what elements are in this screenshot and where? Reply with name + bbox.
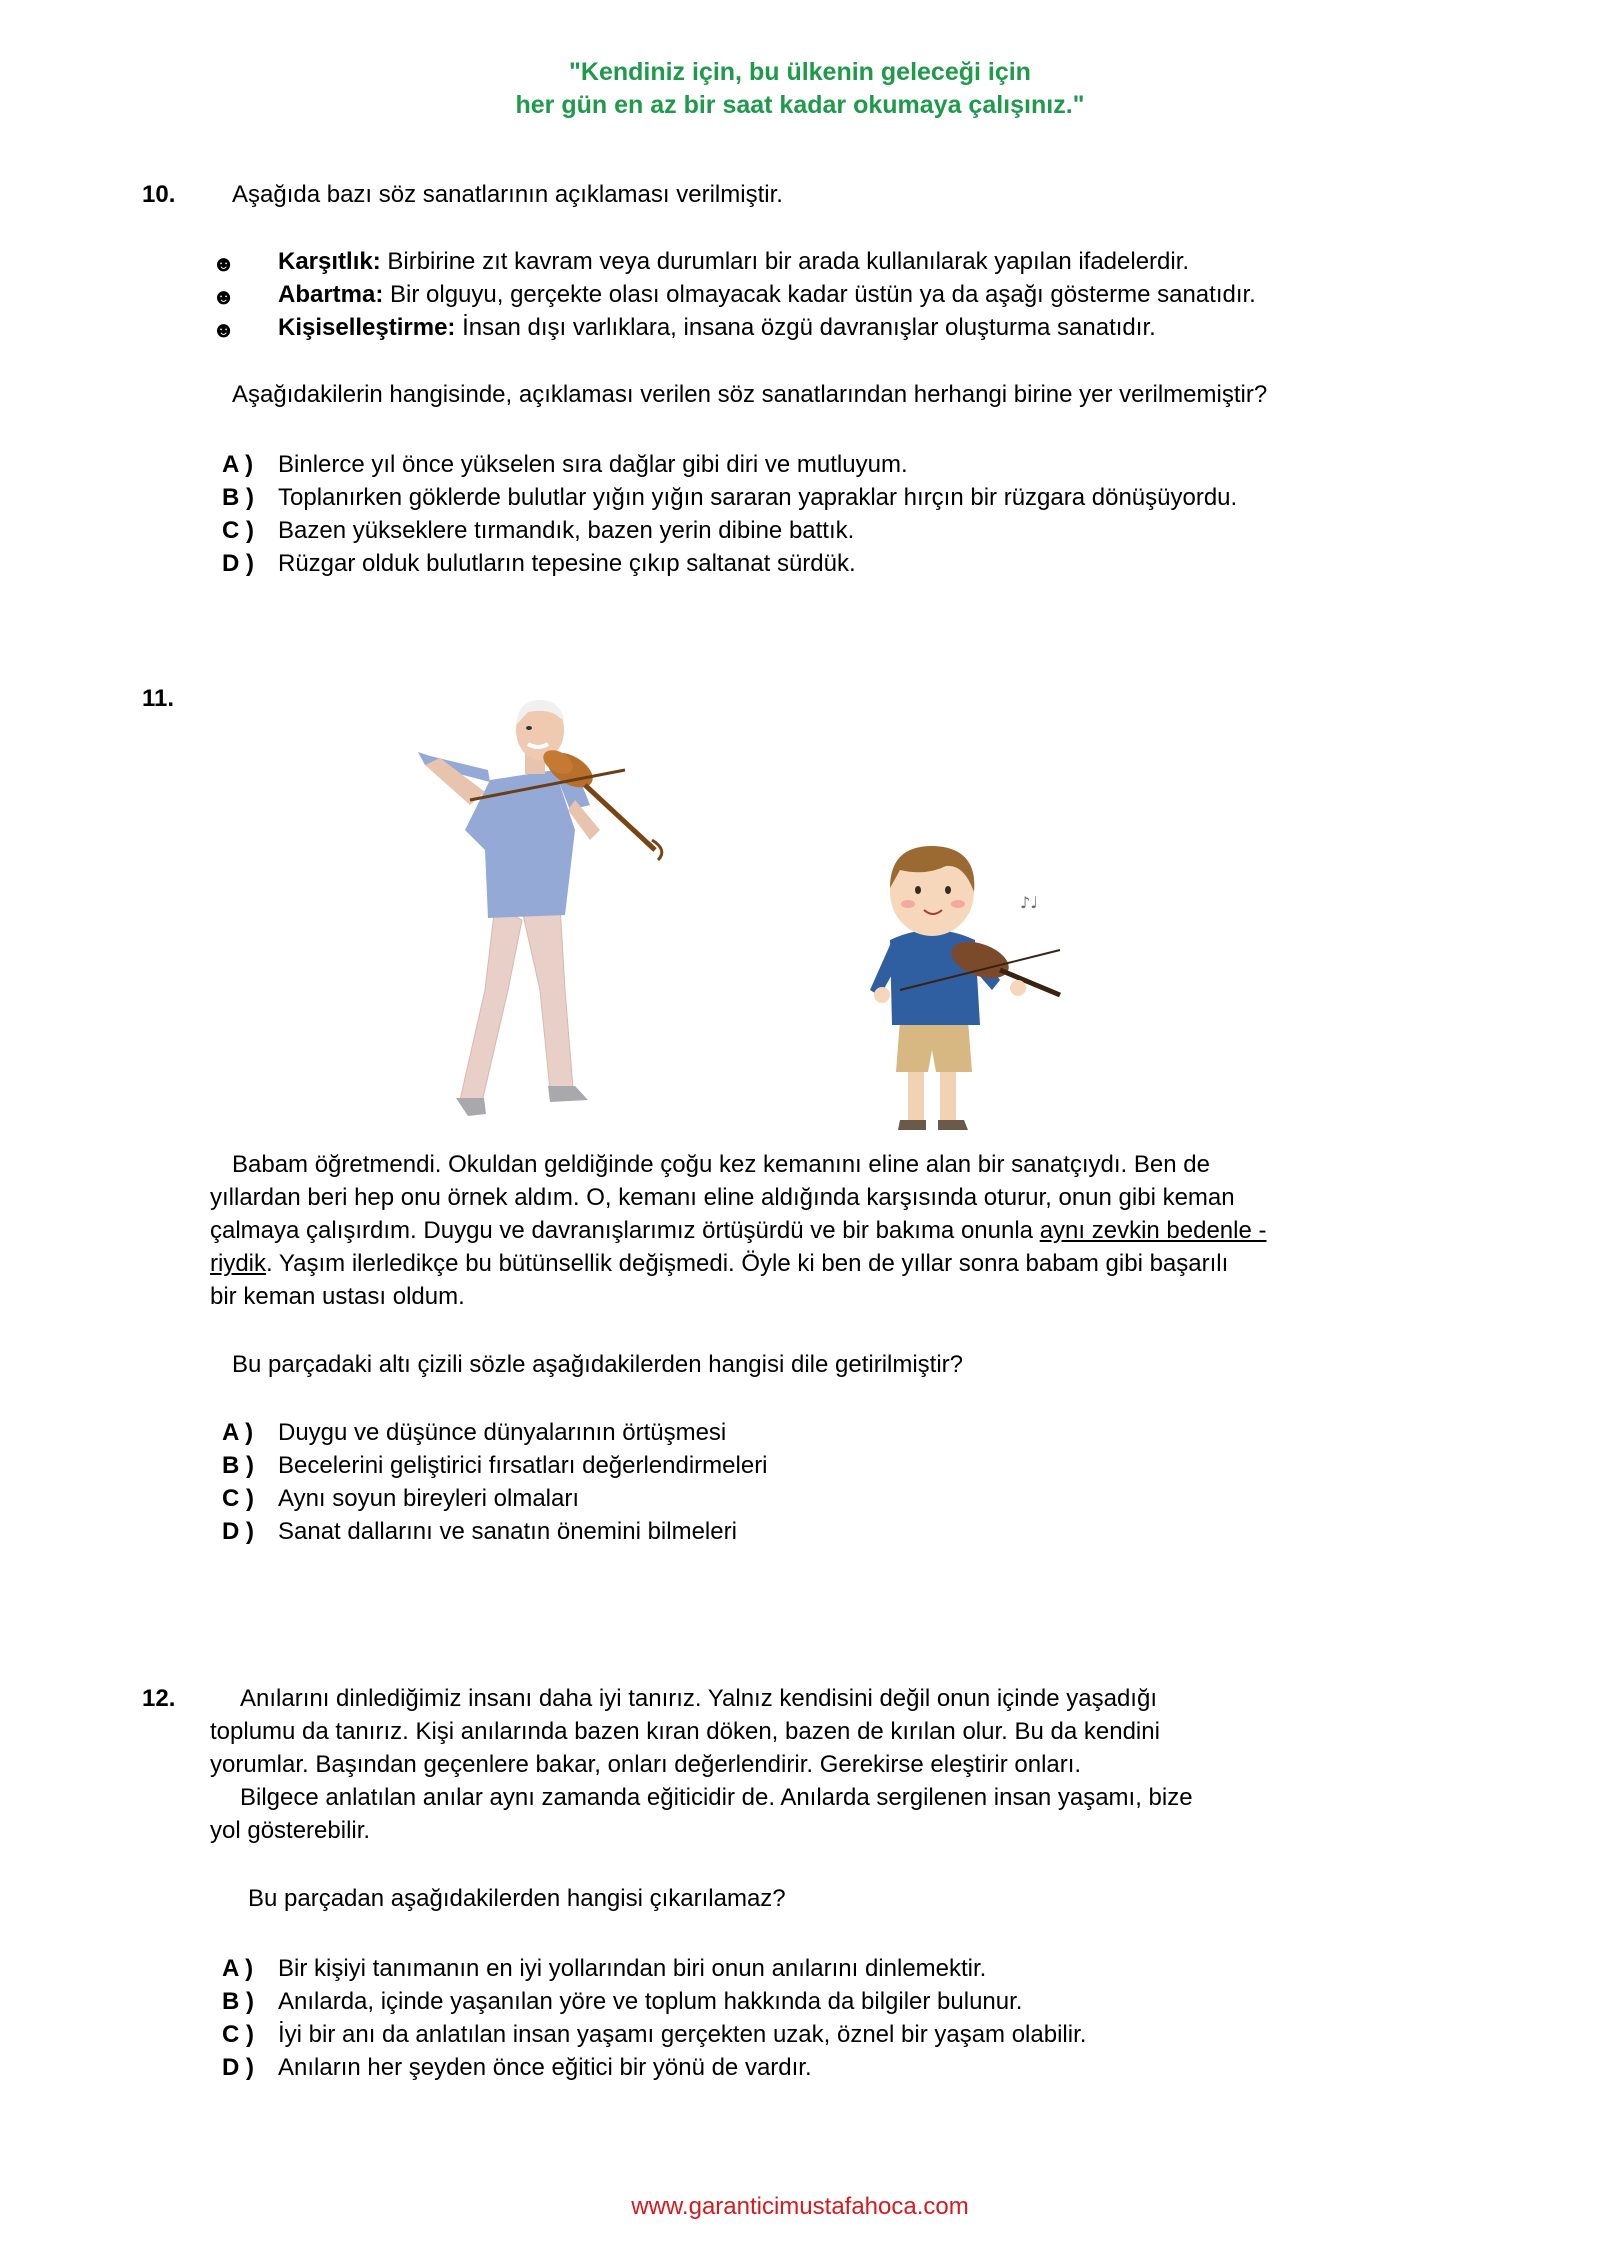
q11-passage-line-3 [210, 1214, 1267, 1247]
option-b-text: Becelerini geliştirici fırsatları değerlendirmeleri [278, 1452, 768, 1479]
option-c-label[interactable]: C ) [222, 2021, 254, 2048]
bullet-term: Kişiselleştirme: [278, 314, 456, 341]
option-a-text: Bir kişiyi tanımanın en iyi yollarından biri onun anılarını dinlemektir. [278, 1955, 987, 1982]
option-d-label[interactable]: D ) [222, 550, 254, 577]
bullet-abartma [278, 278, 1256, 311]
underlined-phrase-part-1: aynı zevkin bedenle - [1039, 1217, 1267, 1244]
footer-website-link[interactable]: www.garanticimustafahoca.com [631, 2193, 969, 2220]
header-quote-line-1: "Kendiniz için, bu ülkenin geleceği için [569, 58, 1031, 86]
option-a-label[interactable]: A ) [222, 1955, 254, 1982]
bullet-text: İnsan dışı varlıklara, insana özgü davranışlar oluşturma sanatıdır. [455, 314, 1156, 341]
q12-passage-line-1: Anılarını dinlediğimiz insanı daha iyi tanırız. Yalnız kendisini değil onun içinde yaşadığı [240, 1685, 1157, 1712]
option-c-text: Bazen yükseklere tırmandık, bazen yerin dibine battık. [278, 517, 855, 544]
q11-passage-line-2: yıllardan beri hep onu örnek aldım. O, kemanı eline aldığında karşısında oturur, onun gibi keman [210, 1184, 1235, 1211]
bullet-term: Abartma: [278, 281, 384, 308]
passage-text: . Yaşım ilerledikçe bu bütünsellik değişmedi. Öyle ki ben de yıllar sonra babam gibi başarılı [266, 1250, 1229, 1277]
q12-passage-line-3: yorumlar. Başından geçenlere bakar, onları değerlendirir. Gerekirse eleştirir onları. [210, 1751, 1082, 1778]
question-12-stem: Bu parçadan aşağıdakilerden hangisi çıkarılamaz? [248, 1885, 786, 1912]
underlined-phrase-part-2: riydik [210, 1250, 267, 1277]
option-b-label[interactable]: B ) [222, 1988, 254, 2015]
svg-text:♪♩: ♪♩ [1020, 893, 1038, 912]
question-11-stem: Bu parçadaki altı çizili sözle aşağıdakilerden hangisi dile getirilmiştir? [232, 1351, 964, 1378]
option-a-label[interactable]: A ) [222, 1419, 254, 1446]
bullet-kisisellestirme [278, 311, 1156, 344]
option-d-label[interactable]: D ) [222, 1518, 254, 1545]
option-d-label[interactable]: D ) [222, 2054, 254, 2081]
q12-passage-line-4: Bilgece anlatılan anılar aynı zamanda eğiticidir de. Anılarda sergilenen insan yaşamı, bize [240, 1784, 1193, 1811]
option-b-text: Anılarda, içinde yaşanılan yöre ve toplum hakkında da bilgiler bulunur. [278, 1988, 1023, 2015]
bullet-karsitlik [278, 245, 1189, 278]
option-b-label[interactable]: B ) [222, 1452, 254, 1479]
option-c-text: Aynı soyun bireyleri olmaları [278, 1485, 580, 1512]
question-11-number: 11. [142, 685, 175, 712]
smiley-bullet-icon: ☻ [212, 251, 236, 276]
q11-passage-line-4 [210, 1247, 1228, 1280]
smiley-bullet-icon: ☻ [212, 284, 236, 309]
option-a-text: Binlerce yıl önce yükselen sıra dağlar gibi diri ve mutluyum. [278, 451, 908, 478]
question-12-number: 12. [142, 1685, 176, 1712]
header-quote-line-2: her gün en az bir saat kadar okumaya çalışınız." [515, 91, 1085, 119]
question-10-intro: Aşağıda bazı söz sanatlarının açıklaması verilmiştir. [232, 181, 783, 208]
smiley-bullet-icon: ☻ [212, 317, 236, 342]
q11-passage-line-1: Babam öğretmendi. Okuldan geldiğinde çoğu kez kemanını eline alan bir sanatçıydı. Ben de [232, 1151, 1210, 1178]
option-c-label[interactable]: C ) [222, 517, 254, 544]
q12-passage-line-2: toplumu da tanırız. Kişi anılarında bazen kıran döken, bazen de kırılan olur. Bu da kendini [210, 1718, 1160, 1745]
option-b-label[interactable]: B ) [222, 484, 254, 511]
bullet-text: Birbirine zıt kavram veya durumları bir arada kullanılarak yapılan ifadelerdir. [380, 248, 1190, 275]
option-c-label[interactable]: C ) [222, 1485, 254, 1512]
option-d-text: Sanat dallarını ve sanatın önemini bilmeleri [278, 1518, 737, 1545]
bullet-term: Karşıtlık: [278, 248, 381, 275]
passage-text: çalmaya çalışırdım. Duygu ve davranışlarımız örtüşürdü ve bir bakıma onunla [210, 1217, 1040, 1244]
question-10-stem: Aşağıdakilerin hangisinde, açıklaması verilen söz sanatlarından herhangi birine yer verilmemiştir? [232, 381, 1268, 408]
q11-passage-line-5: bir keman ustası oldum. [210, 1283, 465, 1310]
q12-passage-line-5: yol gösterebilir. [210, 1817, 371, 1844]
option-d-text: Anıların her şeyden önce eğitici bir yönü de vardır. [278, 2054, 812, 2081]
boy-violin-illustration [860, 840, 1090, 1130]
bullet-text: Bir olguyu, gerçekte olası olmayacak kadar üstün ya da aşağı gösterme sanatıdır. [383, 281, 1256, 308]
option-d-text: Rüzgar olduk bulutların tepesine çıkıp saltanat sürdük. [278, 550, 856, 577]
option-c-text: İyi bir anı da anlatılan insan yaşamı gerçekten uzak, öznel bir yaşam olabilir. [278, 2021, 1087, 2048]
question-10-number: 10. [142, 181, 176, 208]
option-a-text: Duygu ve düşünce dünyalarının örtüşmesi [278, 1419, 727, 1446]
option-a-label[interactable]: A ) [222, 451, 254, 478]
old-man-violin-illustration [410, 690, 690, 1130]
option-b-text: Toplanırken göklerde bulutlar yığın yığın sararan yapraklar hırçın bir rüzgara dönüşüyordu. [278, 484, 1238, 511]
